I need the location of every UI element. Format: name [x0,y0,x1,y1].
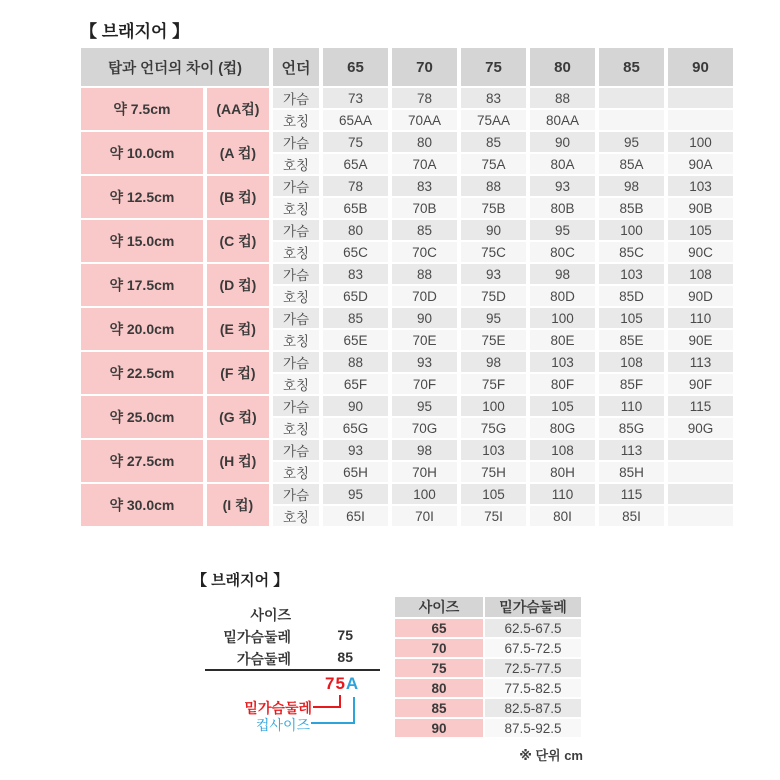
example-underbust-number: 75 [325,674,346,693]
name-row-label: 호칭 [273,506,319,526]
name-row-label: 호칭 [273,462,319,482]
under-size-header: 90 [668,48,733,86]
bust-row [81,396,733,416]
legend-size-label: 사이즈 [250,607,291,623]
legend-underbust-row [200,627,353,644]
underbust-size-cell: 90 [395,719,483,737]
size-name-cell [599,110,664,130]
bust-value-cell: 73 [323,88,388,108]
bust-value-cell: 105 [599,308,664,328]
size-name-cell: 90B [668,198,733,218]
underbust-callout-label: 밑가슴둘레 [244,700,312,716]
size-name-cell: 75I [461,506,526,526]
cup-name-cell: (E 컵) [207,308,269,350]
size-name-cell: 80F [530,374,595,394]
underbust-range-header: 밑가슴둘레 [485,597,581,617]
legend-bust-value: 85 [337,649,353,665]
cup-name-cell: (A 컵) [207,132,269,174]
bust-value-cell: 95 [599,132,664,152]
size-name-cell: 80I [530,506,595,526]
bust-row [81,440,733,460]
size-name-cell: 80C [530,242,595,262]
size-name-cell: 70F [392,374,457,394]
underbust-table-row [395,659,581,677]
cup-size-table [77,46,737,528]
example-cup-letter: A [345,674,360,693]
size-name-cell: 70A [392,154,457,174]
legend-divider-line [205,669,380,671]
bust-value-cell: 93 [392,352,457,372]
cup-diff-cell: 약 15.0cm [81,220,203,262]
bust-value-cell: 100 [392,484,457,504]
bust-value-cell: 115 [599,484,664,504]
under-size-header: 65 [323,48,388,86]
bust-value-cell [668,484,733,504]
size-name-cell [668,506,733,526]
legend-bust-row [200,649,353,666]
bust-value-cell: 93 [323,440,388,460]
cup-diff-cell: 약 30.0cm [81,484,203,526]
size-name-cell: 90A [668,154,733,174]
bust-value-cell: 105 [461,484,526,504]
bust-value-cell: 110 [530,484,595,504]
size-name-cell: 80AA [530,110,595,130]
bust-row-label: 가슴 [273,352,319,372]
legend-example-size [325,674,359,694]
underbust-table-row [395,679,581,697]
bust-value-cell [668,88,733,108]
underbust-range-cell: 72.5-77.5 [485,659,581,677]
bust-value-cell: 90 [461,220,526,240]
size-name-cell [668,110,733,130]
size-name-cell: 75F [461,374,526,394]
cup-connector-vertical [353,697,355,724]
underbust-range-table [393,595,583,739]
cup-name-cell: (AA컵) [207,88,269,130]
cup-diff-cell: 약 10.0cm [81,132,203,174]
cup-diff-cell: 약 17.5cm [81,264,203,306]
bust-row-label: 가슴 [273,220,319,240]
cup-name-cell: (F 컵) [207,352,269,394]
bust-row [81,484,733,504]
size-name-cell: 90C [668,242,733,262]
cup-connector-horizontal [311,722,355,724]
bottom-section-title: 【 브래지어 】 [192,572,289,589]
top-section-title: 【 브래지어 】 [80,22,190,41]
bust-value-cell: 115 [668,396,733,416]
cup-diff-cell: 약 27.5cm [81,440,203,482]
bust-row-label: 가슴 [273,484,319,504]
bust-row [81,220,733,240]
bust-row-label: 가슴 [273,132,319,152]
bust-value-cell: 100 [599,220,664,240]
name-row-label: 호칭 [273,110,319,130]
size-name-cell: 85A [599,154,664,174]
bust-value-cell: 95 [461,308,526,328]
size-name-cell: 90D [668,286,733,306]
name-row-label: 호칭 [273,198,319,218]
name-row-label: 호칭 [273,374,319,394]
bust-value-cell: 83 [461,88,526,108]
bust-row [81,264,733,284]
size-name-cell: 65C [323,242,388,262]
size-name-cell: 90F [668,374,733,394]
cup-callout-label: 컵사이즈 [255,717,310,733]
cup-size-table-body [81,88,733,526]
bust-value-cell: 93 [461,264,526,284]
bust-value-cell [599,88,664,108]
name-row-label: 호칭 [273,154,319,174]
cup-diff-cell: 약 25.0cm [81,396,203,438]
size-name-cell: 85B [599,198,664,218]
size-name-cell: 85C [599,242,664,262]
size-name-cell: 85D [599,286,664,306]
bust-value-cell: 110 [668,308,733,328]
bust-value-cell: 83 [392,176,457,196]
bust-value-cell: 85 [323,308,388,328]
bust-value-cell: 85 [461,132,526,152]
bust-value-cell: 113 [668,352,733,372]
size-name-cell: 65B [323,198,388,218]
underbust-table-body [395,619,581,737]
size-name-cell: 65A [323,154,388,174]
diff-corner-header: 탑과 언더의 차이 (컵) [81,48,269,86]
bust-row [81,308,733,328]
under-size-header: 85 [599,48,664,86]
under-size-header: 75 [461,48,526,86]
size-name-cell: 75G [461,418,526,438]
size-name-cell: 65D [323,286,388,306]
size-name-cell: 75H [461,462,526,482]
unit-note: ※ 단위 cm [519,748,583,763]
size-name-cell: 85G [599,418,664,438]
underbust-size-cell: 75 [395,659,483,677]
bust-value-cell: 98 [461,352,526,372]
size-name-cell: 75C [461,242,526,262]
size-name-cell: 65F [323,374,388,394]
legend-bust-label: 가슴둘레 [236,651,291,667]
bust-value-cell: 95 [392,396,457,416]
name-row-label: 호칭 [273,242,319,262]
bust-row [81,88,733,108]
bust-row-label: 가슴 [273,440,319,460]
cup-size-table-header [81,48,733,86]
bust-value-cell: 103 [530,352,595,372]
underbust-range-cell: 87.5-92.5 [485,719,581,737]
size-name-cell: 85F [599,374,664,394]
size-name-cell: 70G [392,418,457,438]
size-name-cell: 70H [392,462,457,482]
size-name-cell: 65E [323,330,388,350]
underbust-size-cell: 65 [395,619,483,637]
size-name-cell: 70B [392,198,457,218]
underbust-table-row [395,699,581,717]
bust-value-cell: 90 [323,396,388,416]
size-name-cell: 80G [530,418,595,438]
bust-value-cell: 95 [530,220,595,240]
bust-value-cell: 78 [392,88,457,108]
size-name-cell: 75E [461,330,526,350]
legend-size-row [200,605,353,622]
size-name-cell: 80E [530,330,595,350]
size-header-row [81,48,733,86]
size-name-cell: 75D [461,286,526,306]
underbust-size-header: 사이즈 [395,597,483,617]
size-name-cell: 70D [392,286,457,306]
bust-row [81,132,733,152]
underbust-header-row [395,597,581,617]
under-size-header: 80 [530,48,595,86]
bust-value-cell: 108 [530,440,595,460]
underbust-range-cell: 67.5-72.5 [485,639,581,657]
bust-value-cell: 88 [323,352,388,372]
cup-name-cell: (D 컵) [207,264,269,306]
legend-size-value [291,605,353,622]
bust-row-label: 가슴 [273,88,319,108]
size-name-cell: 65AA [323,110,388,130]
bust-row [81,352,733,372]
underbust-table-row [395,719,581,737]
bust-value-cell: 108 [599,352,664,372]
bust-value-cell: 103 [599,264,664,284]
cup-diff-cell: 약 22.5cm [81,352,203,394]
name-row-label: 호칭 [273,286,319,306]
size-name-cell: 80B [530,198,595,218]
bust-value-cell: 90 [392,308,457,328]
size-name-cell: 75A [461,154,526,174]
size-name-cell: 80D [530,286,595,306]
bust-value-cell: 88 [530,88,595,108]
bust-value-cell: 100 [668,132,733,152]
bust-value-cell: 105 [530,396,595,416]
size-name-cell: 75AA [461,110,526,130]
underbust-table-row [395,619,581,637]
bust-value-cell: 85 [392,220,457,240]
bust-value-cell: 98 [392,440,457,460]
under-size-header: 70 [392,48,457,86]
size-name-cell: 65I [323,506,388,526]
bust-row-label: 가슴 [273,308,319,328]
size-name-cell: 70C [392,242,457,262]
underbust-range-cell: 62.5-67.5 [485,619,581,637]
cup-name-cell: (I 컵) [207,484,269,526]
bust-value-cell: 75 [323,132,388,152]
cup-diff-cell: 약 20.0cm [81,308,203,350]
underbust-size-cell: 70 [395,639,483,657]
bust-value-cell: 88 [461,176,526,196]
cup-name-cell: (G 컵) [207,396,269,438]
size-name-cell: 65G [323,418,388,438]
cup-name-cell: (B 컵) [207,176,269,218]
size-name-cell: 90G [668,418,733,438]
name-row-label: 호칭 [273,418,319,438]
bust-value-cell: 103 [668,176,733,196]
underbust-range-cell: 82.5-87.5 [485,699,581,717]
bust-value-cell: 80 [323,220,388,240]
bust-row-label: 가슴 [273,264,319,284]
bust-value-cell: 90 [530,132,595,152]
bust-value-cell: 105 [668,220,733,240]
underbust-size-cell: 80 [395,679,483,697]
size-name-cell: 70E [392,330,457,350]
bust-value-cell: 98 [599,176,664,196]
bust-value-cell: 95 [323,484,388,504]
bust-value-cell: 108 [668,264,733,284]
bust-value-cell: 80 [392,132,457,152]
size-name-cell: 85E [599,330,664,350]
bust-row-label: 가슴 [273,396,319,416]
bust-value-cell: 93 [530,176,595,196]
size-name-cell: 70AA [392,110,457,130]
size-name-cell: 75B [461,198,526,218]
bust-value-cell [668,440,733,460]
bust-value-cell: 110 [599,396,664,416]
size-name-cell: 65H [323,462,388,482]
bust-value-cell: 100 [461,396,526,416]
underbust-table-header [395,597,581,617]
bust-value-cell: 100 [530,308,595,328]
cup-name-cell: (C 컵) [207,220,269,262]
bust-row [81,176,733,196]
name-row-label: 호칭 [273,330,319,350]
underbust-range-cell: 77.5-82.5 [485,679,581,697]
bust-value-cell: 83 [323,264,388,284]
bust-value-cell: 103 [461,440,526,460]
cup-diff-cell: 약 12.5cm [81,176,203,218]
size-name-cell: 85I [599,506,664,526]
size-name-cell: 70I [392,506,457,526]
size-name-cell: 80H [530,462,595,482]
size-name-cell: 80A [530,154,595,174]
size-name-cell [668,462,733,482]
cup-diff-cell: 약 7.5cm [81,88,203,130]
legend-underbust-value: 75 [337,627,353,643]
underbust-connector-vertical [339,695,341,708]
underbust-connector-horizontal [313,706,341,708]
cup-name-cell: (H 컵) [207,440,269,482]
underbust-size-cell: 85 [395,699,483,717]
bust-value-cell: 78 [323,176,388,196]
legend-underbust-label: 밑가슴둘레 [223,629,291,645]
bust-value-cell: 98 [530,264,595,284]
bust-value-cell: 88 [392,264,457,284]
bust-value-cell: 113 [599,440,664,460]
size-name-cell: 85H [599,462,664,482]
underbust-table-row [395,639,581,657]
size-name-cell: 90E [668,330,733,350]
bust-row-label: 가슴 [273,176,319,196]
under-header: 언더 [273,48,319,86]
